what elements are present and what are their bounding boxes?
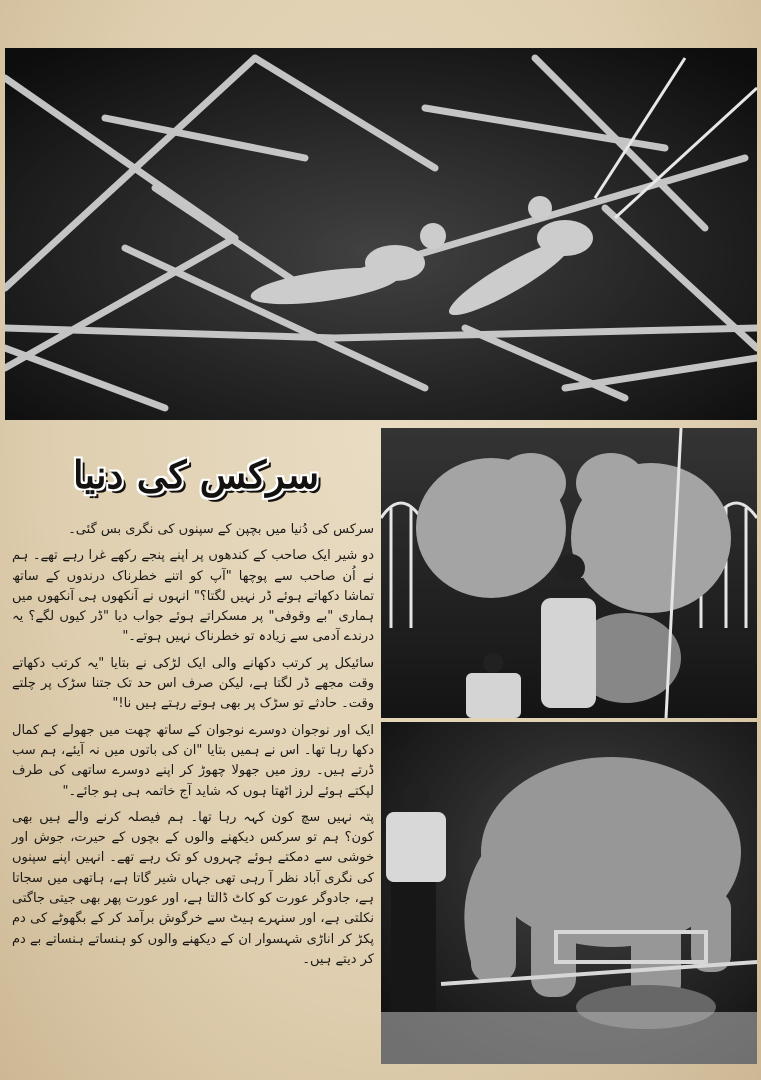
article-paragraph: سائیکل پر کرتب دکھانے والی ایک لڑکی نے بتایا "یہ کرتب دکھاتے وقت مجھے ڈر لگتا ہے، لیکن صرف اس حد تک جتنا سڑک پر چلتے وقت۔ حادثے تو سڑک پر بھی ہوتے رہتے ہیں نا!" — [12, 655, 374, 712]
trapeze-artists-photo — [5, 48, 757, 420]
lion-tamer-photo — [381, 428, 757, 718]
elephant-scene-icon — [381, 722, 757, 1064]
article-body — [12, 520, 374, 1020]
article-paragraph: ایک اور نوجوان دوسرے نوجوان کے ساتھ چھت میں جھولے کے کمال دکھا رہا تھا۔ اس نے ہمیں بتایا "ان کی باتوں میں نہ آیئے، ہم سب ڈرتے ہیں۔ روز میں جھولا چھوڑ کر اپنے دوسرے ساتھی کی طرف لپکتے ہوئے لرز اٹھتا ہوں کہ شاید آج خاتمہ ہی ہو جائے۔" — [12, 722, 374, 799]
article-paragraph: سرکس کی دُنیا میں بچپن کے سپنوں کی نگری بس گئی۔ — [68, 522, 374, 537]
lions-scene-icon — [381, 428, 757, 718]
trapeze-scene-icon — [5, 48, 757, 420]
article-paragraph: پتہ نہیں سچ کون کہہ رہا تھا۔ ہم فیصلہ کرنے والے ہیں بھی کون؟ ہم تو سرکس دیکھنے والوں کے بچوں کے حیرت، جوش اور خوشی سے دمکتے ہوئے چہروں کو تک رہے تھے۔ انہیں اپنے سپنوں کی نگری آباد نظر آ رہی تھی جہاں شیر گاتا ہے، ہاتھی میں سجاتا ہے، جادوگر عورت کو کاٹ ڈالتا ہے، اور عورت پھر بھی جیتی جاگتی نکلتی ہے، اور سنہرے ہیٹ سے خرگوش برآمد کر کے بگھوٹے کی دم پکڑ کر اناڑی شہسوار ان کے دیکھنے والوں کو ہنساتے ہنساتے بے دم کر دیتے ہیں۔ — [12, 809, 374, 967]
article-paragraph: دو شیر ایک صاحب کے کندھوں پر اپنے پنجے رکھے غرا رہے تھے۔ ہم نے اُن صاحب سے پوچھا "آپ کو اتنے خطرناک درندوں کے ساتھ تماشا دکھاتے ہوئے ڈر نہیں لگتا؟" انہوں نے آنکھوں ہی آنکھوں میں ہماری "بے وقوفی" پر مسکراتے ہوئے جواب دیا "ڈر کیوں لگے؟ یہ درندے آدمی سے زیادہ تو خطرناک نہیں ہوتے۔" — [12, 548, 374, 645]
article-title: سرکس کی دنیا — [72, 452, 320, 497]
elephant-act-photo — [381, 722, 757, 1064]
